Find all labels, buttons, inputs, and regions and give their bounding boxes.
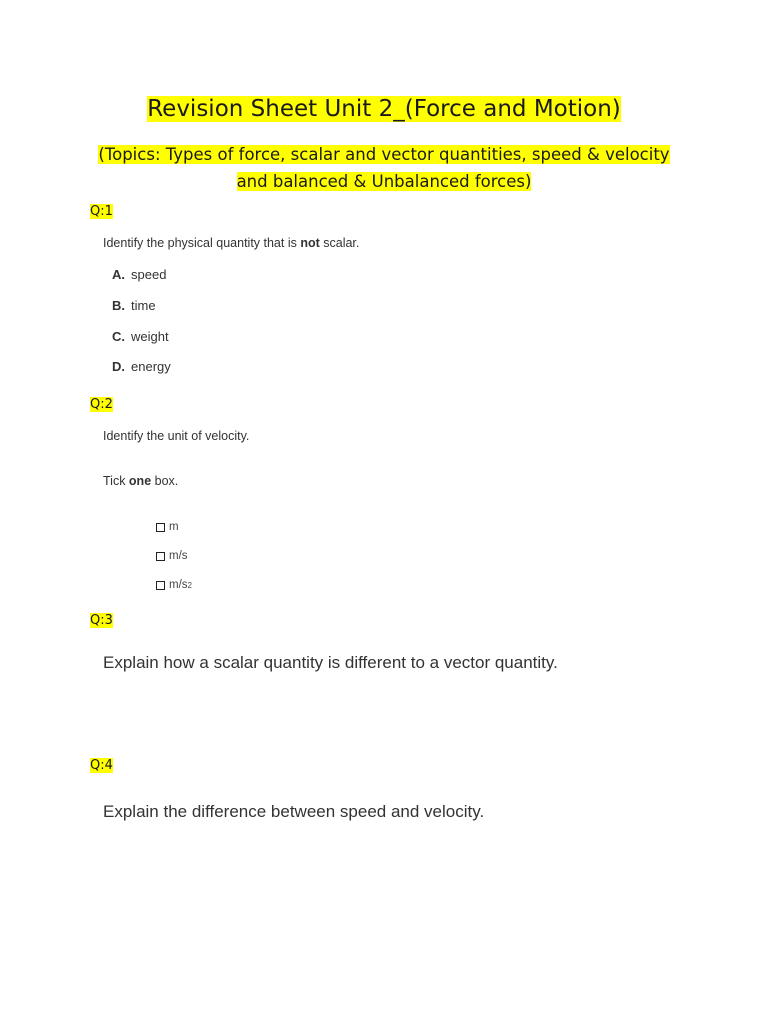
option-text: energy xyxy=(131,359,171,374)
q1-label-text: Q:1 xyxy=(90,204,113,219)
option-text: speed xyxy=(131,267,167,282)
q1-stem-bold: not xyxy=(300,236,320,250)
choice-text: m xyxy=(169,521,179,533)
q3-label xyxy=(90,613,113,629)
tick-before: Tick xyxy=(103,474,129,488)
q4-label-text: Q:4 xyxy=(90,758,113,773)
option-letter: B. xyxy=(112,298,125,313)
subtitle-line-1: (Topics: Types of force, scalar and vector quantities, speed & velocity xyxy=(98,145,670,164)
q1-option-c xyxy=(112,329,169,344)
checkbox-icon[interactable] xyxy=(156,523,165,532)
checkbox-icon[interactable] xyxy=(156,581,165,590)
q2-choice-ms[interactable] xyxy=(156,550,188,562)
choice-text: m/s xyxy=(169,579,188,591)
q2-instruction xyxy=(103,474,178,488)
option-text: time xyxy=(131,298,156,313)
option-text: weight xyxy=(131,329,169,344)
q1-option-a xyxy=(112,267,166,282)
choice-superscript: 2 xyxy=(187,580,192,590)
q2-label-text: Q:2 xyxy=(90,397,113,412)
q1-stem-after: scalar. xyxy=(319,236,360,250)
q4-question: Explain the difference between speed and velocity. xyxy=(103,802,485,821)
tick-after: box. xyxy=(151,474,179,488)
q2-choice-m[interactable] xyxy=(156,521,179,533)
q3-question: Explain how a scalar quantity is different to a vector quantity. xyxy=(103,653,558,672)
page-title xyxy=(0,93,768,125)
option-letter: D. xyxy=(112,359,125,374)
q2-label xyxy=(90,397,113,413)
title-text: Revision Sheet Unit 2_(Force and Motion) xyxy=(147,96,621,122)
q1-stem xyxy=(103,236,359,250)
q1-option-d xyxy=(112,359,171,374)
q1-stem-before: Identify the physical quantity that is xyxy=(103,236,301,250)
topics-subtitle xyxy=(60,141,708,195)
q2-stem: Identify the unit of velocity. xyxy=(103,429,250,443)
choice-text: m/s xyxy=(169,550,188,562)
q3-label-text: Q:3 xyxy=(90,613,113,628)
q4-label xyxy=(90,758,113,774)
checkbox-icon[interactable] xyxy=(156,552,165,561)
option-letter: C. xyxy=(112,329,125,344)
tick-bold: one xyxy=(128,474,152,488)
subtitle-line-2: and balanced & Unbalanced forces) xyxy=(236,172,532,191)
q1-label xyxy=(90,204,113,220)
option-letter: A. xyxy=(112,267,125,282)
q1-option-b xyxy=(112,298,156,313)
q2-choice-ms2[interactable] xyxy=(156,579,192,591)
